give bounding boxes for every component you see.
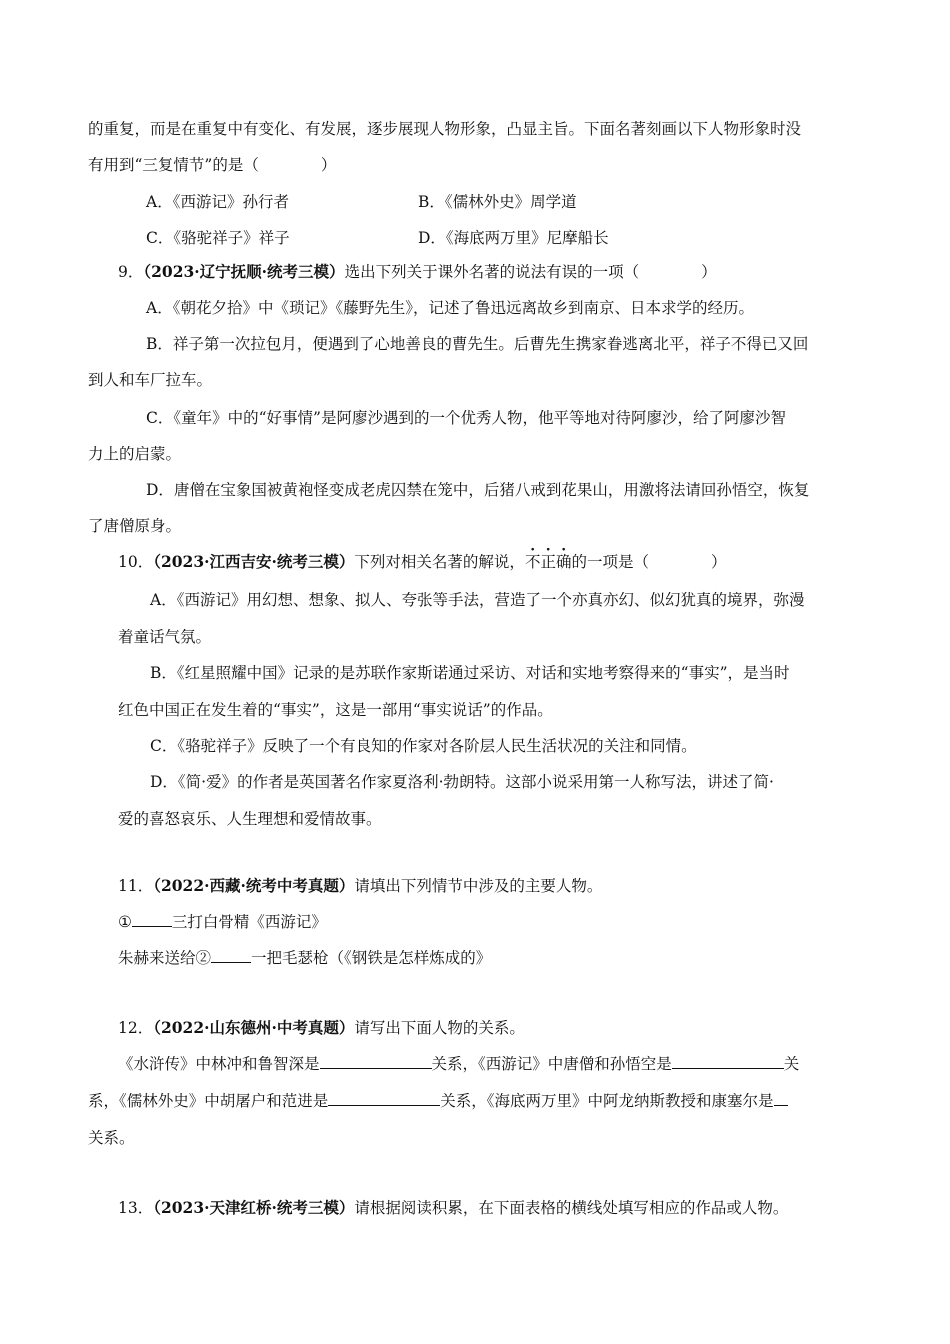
q11-number: 11．	[118, 877, 154, 895]
q12-answer-blank-1[interactable]	[320, 1053, 432, 1069]
q9-number: 9．	[118, 263, 144, 281]
q12-answer-blank-2[interactable]	[672, 1053, 784, 1069]
q12-answer-blank-4[interactable]	[774, 1090, 788, 1106]
q12-source: （2022·山东德州·中考真题）	[153, 1018, 355, 1037]
q10-stem	[118, 551, 727, 573]
q11-answer-blank-1[interactable]	[132, 911, 172, 927]
q11-line-2	[118, 947, 491, 969]
q13-stem-text: 请根据阅读积累，在下面表格的横线处填写相应的作品或人物。	[354, 1199, 789, 1217]
q8-option-d: D．《海底两万里》尼摩船长	[418, 229, 609, 247]
q13-stem	[118, 1197, 788, 1219]
q8-option-c: C．《骆驼祥子》祥子	[146, 229, 290, 247]
q11-answer-blank-2[interactable]	[211, 947, 251, 963]
q12-answer-blank-3[interactable]	[328, 1090, 440, 1106]
q12-stem	[118, 1017, 525, 1039]
q10-option-d-line2: 爱的喜怒哀乐、人生理想和爱情故事。	[118, 810, 382, 828]
q12-line-1	[118, 1053, 799, 1075]
q11-line-1-text: 三打白骨精《西游记》	[171, 913, 327, 931]
q9-option-c-line2: 力上的启蒙。	[88, 445, 182, 463]
q11-source: （2022·西藏·统考中考真题）	[153, 876, 355, 895]
q10-option-a-line2: 着童话气氛。	[118, 628, 212, 646]
q10-option-a-line1: A．《西游记》用幻想、想象、拟人、夸张等手法，营造了一个亦真亦幻、似幻犹真的境界，弥漫	[150, 591, 805, 609]
q13-number: 13．	[118, 1199, 154, 1217]
intro-line-2: 有用到“三复情节”的是（ ）	[88, 156, 337, 174]
emphasis-char-1: 不	[524, 553, 541, 571]
q9-option-b-line2: 到人和车厂拉车。	[88, 371, 213, 389]
q9-source: （2023·辽宁抚顺·统考三模）	[143, 262, 345, 281]
q12-line-1-b: 关系，《西游记》中唐僧和孙悟空是	[431, 1055, 672, 1073]
q11-line-2-text: 一把毛瑟枪（《钢铁是怎样炼成的》	[251, 949, 492, 967]
q9-option-c-line1: C．《童年》中的“好事情”是阿廖沙遇到的一个优秀人物，他平等地对待阿廖沙，给了阿廖沙智	[146, 409, 786, 427]
q12-line-3: 关系。	[88, 1129, 135, 1147]
emphasis-char-2: 正	[540, 553, 556, 571]
q8-option-a: A．《西游记》孙行者	[146, 193, 289, 211]
q12-line-2	[88, 1090, 788, 1112]
q9-option-a: A．《朝花夕拾》中《琐记》《藤野先生》，记述了鲁迅远离故乡到南京、日本求学的经历。	[146, 299, 754, 317]
q11-marker-1: ①	[118, 913, 132, 931]
q10-number: 10．	[118, 553, 154, 571]
q10-stem-pre: 下列对相关名著的解说，	[354, 553, 525, 571]
q10-stem-post: 的一项是（ ）	[571, 553, 727, 571]
q9-option-d-line1: D．唐僧在宝象国被黄袍怪变成老虎囚禁在笼中，后猪八戒到花果山，用激将法请回孙悟空，恢复	[146, 481, 810, 499]
q11-line-1	[118, 911, 327, 933]
q12-line-2-a: 系，《儒林外史》中胡屠户和范进是	[88, 1092, 329, 1110]
q9-option-b-line1: B．祥子第一次拉包月，便遇到了心地善良的曹先生。后曹先生携家眷逃离北平，祥子不得已又回	[146, 335, 809, 353]
q9-option-d-line2: 了唐僧原身。	[88, 517, 182, 535]
q12-line-2-b: 关系，《海底两万里》中阿龙纳斯教授和康塞尔是	[440, 1092, 774, 1110]
q10-option-b-line1: B．《红星照耀中国》记录的是苏联作家斯诺通过采访、对话和实地考察得来的“事实”，是当时	[150, 664, 790, 682]
q11-line-2-pre: 朱赫来送给②	[118, 949, 212, 967]
q10-option-c: C．《骆驼祥子》反映了一个有良知的作家对各阶层人民生活状况的关注和同情。	[150, 737, 697, 755]
q9-stem	[118, 261, 717, 283]
q9-stem-text: 选出下列关于课外名著的说法有误的一项（ ）	[344, 263, 717, 281]
emphasis-char-3: 确	[555, 553, 572, 571]
q8-option-b: B．《儒林外史》周学道	[418, 193, 577, 211]
intro-line-1: 的重复，而是在重复中有变化、有发展，逐步展现人物形象，凸显主旨。下面名著刻画以下人物形象时没	[88, 120, 802, 138]
q12-number: 12．	[118, 1019, 154, 1037]
q12-line-1-c: 关	[783, 1055, 800, 1073]
q12-line-1-a: 《水浒传》中林冲和鲁智深是	[118, 1055, 320, 1073]
q12-stem-text: 请写出下面人物的关系。	[354, 1019, 525, 1037]
q10-source: （2023·江西吉安·统考三模）	[153, 552, 355, 571]
q11-stem-text: 请填出下列情节中涉及的主要人物。	[354, 877, 603, 895]
q11-stem	[118, 875, 602, 897]
q10-option-d-line1: D．《简·爱》的作者是英国著名作家夏洛利·勃朗特。这部小说采用第一人称写法，讲述了简·	[150, 773, 774, 791]
q10-option-b-line2: 红色中国正在发生着的“事实”，这是一部用“事实说话”的作品。	[118, 701, 553, 719]
q13-source: （2023·天津红桥·统考三模）	[153, 1198, 355, 1217]
